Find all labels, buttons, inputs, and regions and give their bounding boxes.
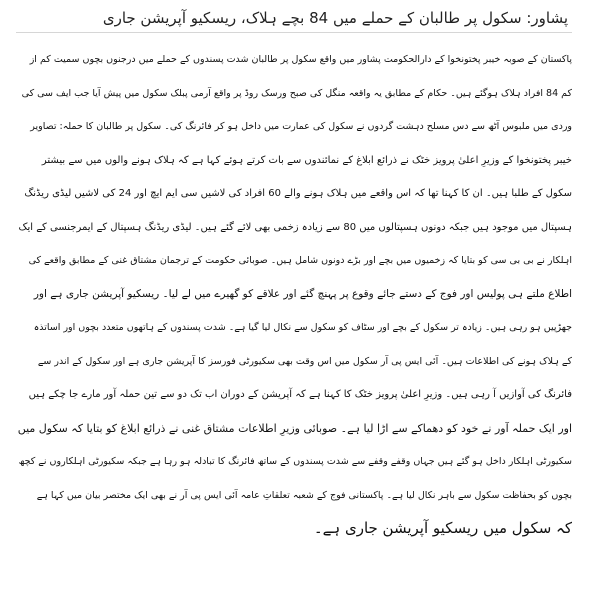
article-body <box>16 43 572 546</box>
article-line: پاکستان کے صوبہ خیبر پختونخوا کے دارالحکومت پشاور میں واقع سکول پر طالبان شدت پسندوں کے حملے میں درجنوں بچوں سمیت کم از <box>29 54 572 65</box>
article-line: کے ہلاک ہونے کی اطلاعات ہیں۔ آئی ایس پی آر سکول میں اس وقت بھی سکیورٹی فورسز کا آپریشن جاری ہے اور سکول کے اندر سے <box>37 355 572 367</box>
article-line: اور ایک حملہ آور نے خود کو دھماکے سے اڑا لیا ہے۔ صوبائی وزیرِ اطلاعات مشتاق غنی نے ذرائع ابلاغ کو بتایا کہ سکول میں <box>17 421 572 435</box>
article-line: اہلکار نے بی بی سی کو بتایا کہ زخمیوں میں بچے اور بڑے دونوں شامل ہیں۔ صوبائی حکومت کے ترجمان مشتاق غنی کے مطابق واقعے کی <box>28 255 572 266</box>
article-line: سکول کے طلبا ہیں۔ ان کا کہنا تھا کہ اس واقعے میں ہلاک ہونے والے 60 افراد کی لاشیں سی ایم ایچ اور 24 کی لاشیں لیڈی ریڈنگ <box>24 188 572 199</box>
article-line: اطلاع ملتے ہی پولیس اور فوج کے دستے جائے وقوع پر پہنچ گئے اور علاقے کو گھیرے میں لے لیا۔ ریسکیو آپریشن جاری ہے اور <box>33 287 572 300</box>
article-line: بچوں کو بحفاظت سکول سے باہر نکال لیا ہے۔ پاکستانی فوج کے شعبہ تعلقاتِ عامہ آئی ایس پی آر نے بھی ایک مختصر بیان میں کہا ہے <box>36 489 572 501</box>
article-line: خیبر پختونخوا کے وزیرِ اعلیٰ پرویز خٹک نے ذرائع ابلاغ کے نمائندوں سے بات کرتے ہوئے کہا ہے کہ ہلاک ہونے والوں میں سے بیشتر <box>41 154 572 166</box>
article-line: سکیورٹی اہلکار داخل ہو گئے ہیں جہاں وقفے وقفے سے شدت پسندوں کے ساتھ فائرنگ کا تبادلہ ہو رہا ہے جبکہ سکیورٹی اہلکاروں نے کچھ <box>18 456 572 467</box>
article-line: ہسپتال میں موجود ہیں جبکہ دونوں ہسپتالوں میں 80 سے زیادہ زخمی بھی لائے گئے ہیں۔ لیڈی ریڈنگ ہسپتال کے ایمرجنسی کے ایک <box>18 221 572 233</box>
article-line: کہ سکول میں ریسکیو آپریشن جاری ہے۔ <box>313 519 572 537</box>
article-line: فائرنگ کی آوازیں آ رہی ہیں۔ وزیرِ اعلیٰ پرویز خٹک کا کہنا ہے کہ آپریشن کے دوران اب تک دو سے تین حملہ آور مارے جا چکے ہیں <box>28 389 572 400</box>
article-line: جھڑپیں ہو رہی ہیں۔ زیادہ تر سکول کے بچے اور سٹاف کو سکول سے نکال لیا گیا ہے۔ شدت پسندوں کے ہاتھوں متعدد بچوں اور اساتذہ <box>33 322 572 333</box>
article-line: وردی میں ملبوس آٹھ سے دس مسلح دہشت گردوں نے سکول کی عمارت میں داخل ہو کر فائرنگ کی۔ سکول پر طالبان کا حملہ: تصاویر <box>30 121 572 132</box>
article-headline: پشاور: سکول پر طالبان کے حملے میں 84 بچے ہلاک، ریسکیو آپریشن جاری <box>16 6 572 33</box>
article-line: کم 84 افراد ہلاک ہوگئے ہیں۔ حکام کے مطابق یہ واقعہ منگل کی صبح ورسک روڈ پر واقع آرمی پبلک سکول میں پیش آیا جب ایف سی کی <box>21 87 572 99</box>
